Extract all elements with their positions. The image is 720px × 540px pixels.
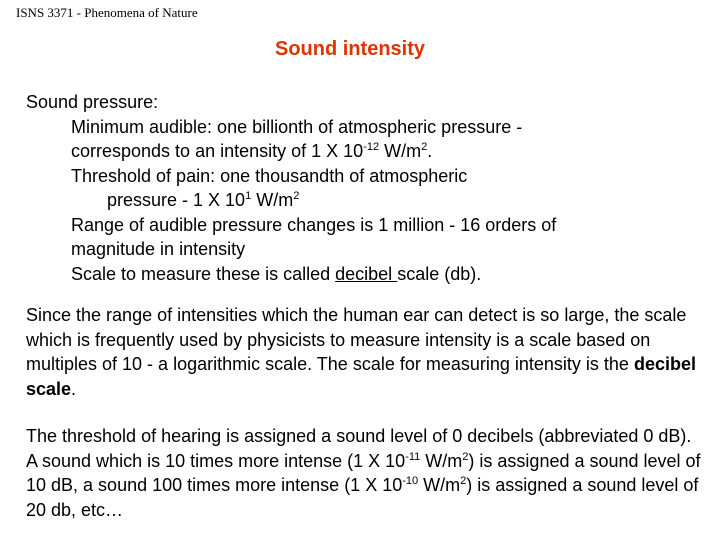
pain-threshold-line-2	[26, 188, 706, 213]
threshold-hearing-paragraph	[26, 424, 706, 522]
pain-threshold-line-1: Threshold of pain: one thousandth of atmospheric	[71, 165, 468, 186]
min-audible-unit-exponent: 2	[421, 141, 428, 153]
pain-threshold-exponent: 1	[245, 190, 252, 202]
course-header: ISNS 3371 - Phenomena of Nature	[16, 5, 198, 20]
scale-text: Scale to measure these is called	[71, 263, 336, 284]
logarithmic-scale-paragraph	[26, 303, 706, 401]
min-audible-exponent: -12	[363, 141, 380, 153]
hearing-exp-1: -11	[405, 450, 421, 463]
sound-pressure-heading: Sound pressure:	[26, 92, 159, 112]
hearing-text-1: The threshold of hearing is assigned a sound level of 0 decibels (abbreviated 0 dB). A sound which is 10 times more intense (1 X 10	[26, 426, 692, 471]
min-audible-line-1: Minimum audible: one billionth of atmospheric pressure -	[71, 116, 523, 137]
slide-title-text: Sound intensity	[275, 38, 425, 60]
hearing-exp-2: 2	[462, 450, 469, 463]
sound-pressure-section	[26, 90, 706, 286]
hearing-exp-4: 2	[460, 475, 467, 487]
decibel-link[interactable]: decibel	[335, 263, 398, 284]
pain-threshold-unit-exponent: 2	[293, 190, 300, 202]
decibel-scale-bold: decibel scale	[26, 354, 696, 399]
hearing-text-4: W/m	[418, 475, 461, 495]
scale-line	[26, 262, 706, 287]
pain-threshold-text: pressure - 1 X 10	[107, 190, 246, 210]
log-scale-end: .	[71, 378, 77, 399]
range-line-2: magnitude in intensity	[71, 239, 246, 259]
hearing-exp-3: -10	[402, 475, 419, 487]
min-audible-unit: W/m	[379, 141, 422, 161]
min-audible-line-2	[26, 139, 706, 164]
slide-title	[0, 38, 700, 61]
range-line-1: Range of audible pressure changes is 1 million - 16 orders of	[71, 214, 557, 235]
scale-text-end: scale (db).	[397, 263, 482, 284]
pain-threshold-unit: W/m	[251, 190, 294, 210]
hearing-text-3: ) is assigned a sound level of 10 dB, a sound 100 times more intense (1 X 10	[26, 450, 701, 495]
min-audible-period: .	[427, 141, 433, 161]
min-audible-text: corresponds to an intensity of 1 X 10	[71, 141, 364, 161]
hearing-text-5: ) is assigned a sound level of 20 db, etc…	[26, 475, 699, 520]
log-scale-text: Since the range of intensities which the human ear can detect is so large, the scale which is frequently used by physicists to measure intensity is a scale based on multiples of 10 - a logarithmic scale. The scale for measuring intensity is the	[26, 305, 687, 374]
hearing-text-2: W/m	[420, 450, 463, 471]
